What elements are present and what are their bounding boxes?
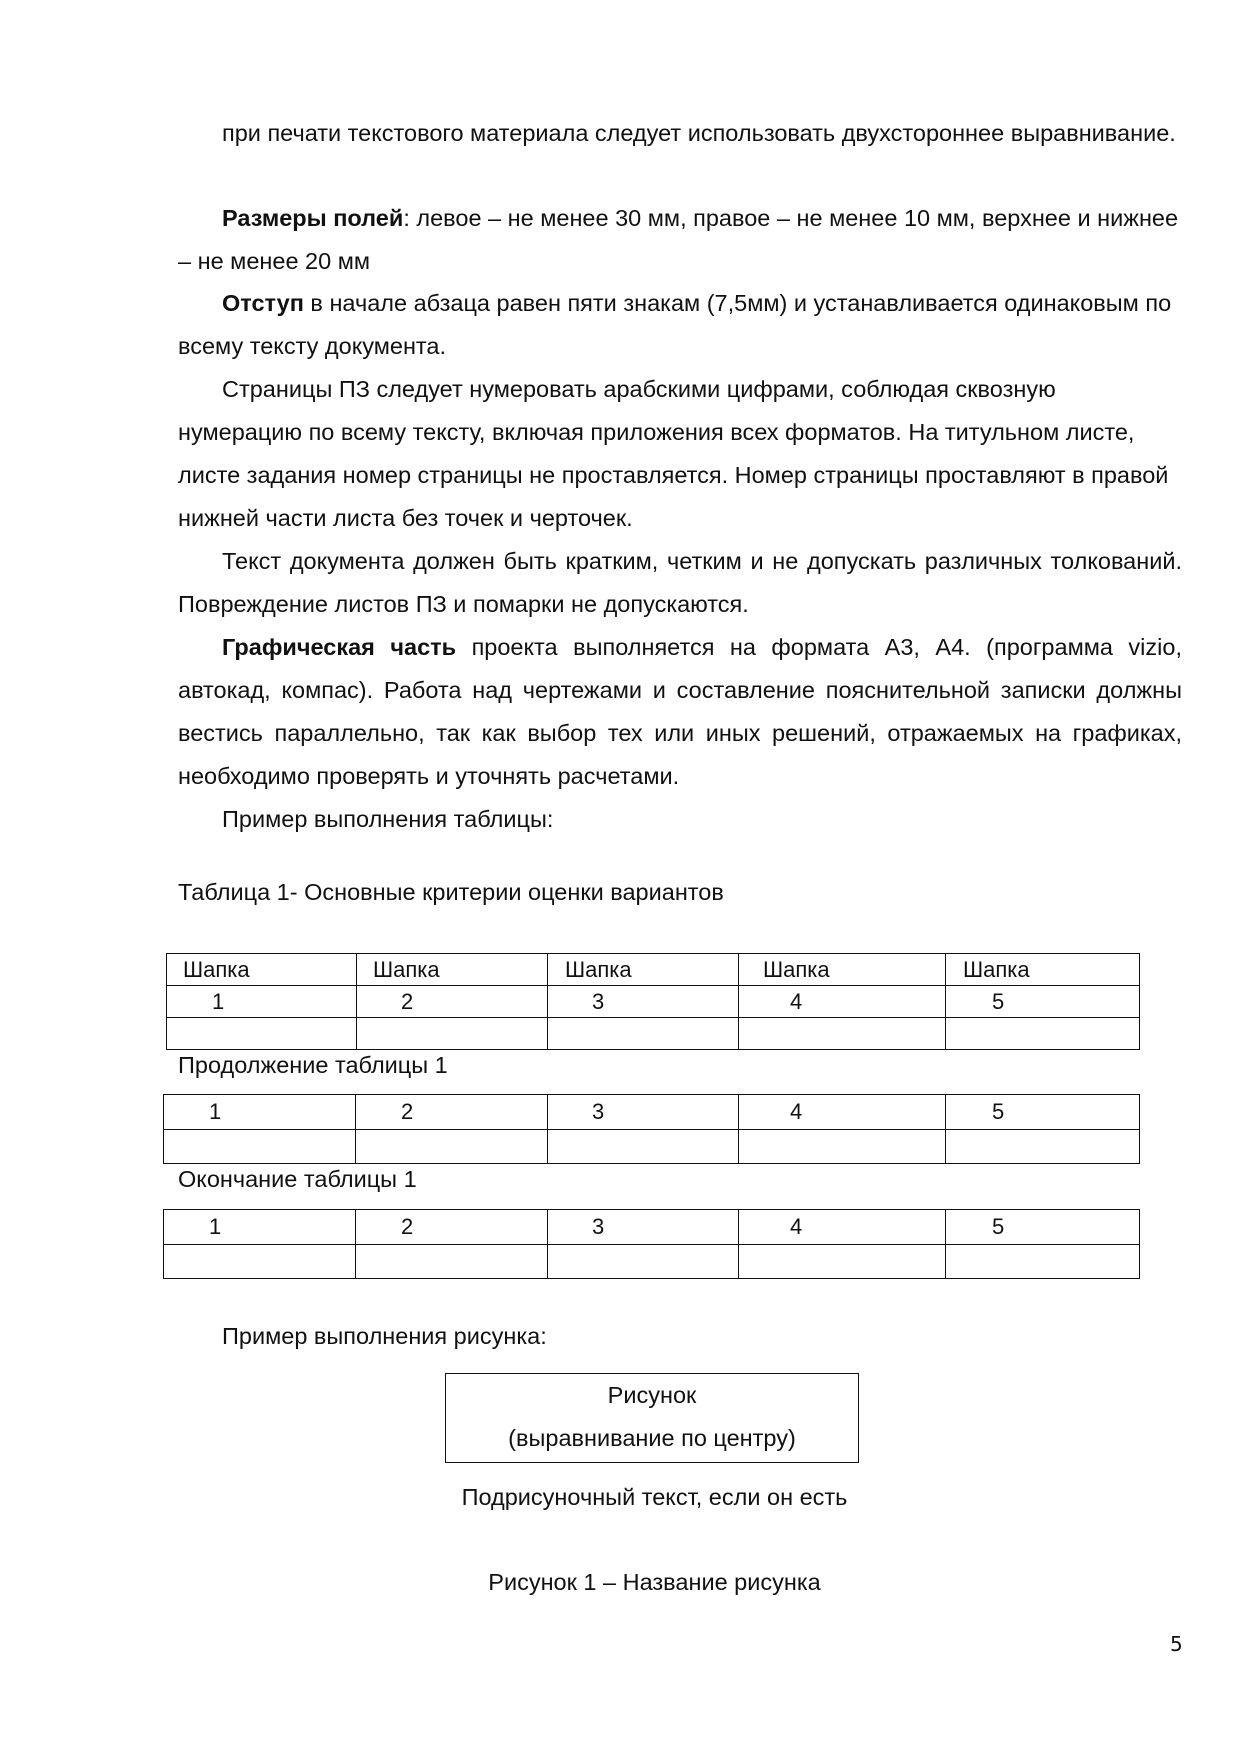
empty-cell <box>739 1018 946 1050</box>
table-main <box>166 953 1140 1050</box>
figure-intro: Пример выполнения рисунка: <box>222 1323 547 1349</box>
table-number-row <box>167 986 1140 1018</box>
number-cell: 2 <box>356 1210 548 1245</box>
header-cell: Шапка <box>357 954 548 986</box>
paragraph-text: Текст документа должен быть кратким, четким и не допускать различных толкований. Повреждение листов ПЗ и помарки не допускаются. <box>178 548 1182 617</box>
header-cell: Шапка <box>946 954 1140 986</box>
paragraph-text: при печати текстового материала следует использовать двухстороннее выравнивание. <box>222 120 1176 146</box>
figure-alignment-note: (выравнивание по центру) <box>508 1425 796 1451</box>
bold-term: Размеры полей <box>222 205 404 231</box>
empty-cell <box>356 1245 548 1279</box>
figure-placeholder-box <box>445 1373 859 1463</box>
paragraph-text: : левое – не менее 30 мм, правое – не менее 10 мм, верхнее и нижнее – не менее 20 мм <box>178 205 1179 274</box>
table-empty-row <box>164 1245 1140 1279</box>
table-header-row <box>167 954 1140 986</box>
figure-subtext: Подрисуночный текст, если он есть <box>461 1484 848 1510</box>
header-cell: Шапка <box>739 954 946 986</box>
paragraph-page-numbering <box>178 368 1182 540</box>
figure-label: Рисунок <box>607 1382 697 1408</box>
empty-cell <box>739 1245 946 1279</box>
number-cell: 1 <box>167 986 357 1018</box>
table-caption: Таблица 1- Основные критерии оценки вариантов <box>178 879 724 905</box>
paragraph-text: в начале абзаца равен пяти знакам (7,5мм) и устанавливается одинаковым по всему тексту документа. <box>178 290 1172 359</box>
number-cell: 3 <box>548 986 739 1018</box>
number-cell: 4 <box>739 1210 946 1245</box>
empty-cell <box>548 1130 739 1164</box>
table-number-row <box>164 1210 1140 1245</box>
number-cell: 2 <box>357 986 548 1018</box>
table-number-row <box>164 1095 1140 1130</box>
empty-cell <box>946 1130 1140 1164</box>
table-empty-row <box>167 1018 1140 1050</box>
number-cell: 5 <box>946 1095 1140 1130</box>
paragraph-margins <box>178 197 1182 283</box>
paragraph-text: Страницы ПЗ следует нумеровать арабскими цифрами, соблюдая сквозную нумерацию по всему тексту, включая приложения всех форматов. На титульном листе, листе задания номер страницы не проставляется. Номер страницы проставляют в правой нижней части листа без точек и черточек. <box>178 376 1169 531</box>
empty-cell <box>548 1018 739 1050</box>
number-cell: 3 <box>548 1210 739 1245</box>
number-cell: 5 <box>946 986 1140 1018</box>
paragraph-table-example <box>178 798 1182 841</box>
paragraph-graphics <box>178 626 1182 798</box>
empty-cell <box>548 1245 739 1279</box>
empty-cell <box>946 1245 1140 1279</box>
table-continuation <box>163 1094 1140 1164</box>
number-cell: 4 <box>739 986 946 1018</box>
page-number: 5 <box>1170 1632 1183 1656</box>
empty-cell <box>946 1018 1140 1050</box>
paragraph-text-requirements <box>178 540 1182 626</box>
table-continuation-caption: Продолжение таблицы 1 <box>178 1052 448 1078</box>
table-empty-row <box>164 1130 1140 1164</box>
header-cell: Шапка <box>167 954 357 986</box>
table-end-caption: Окончание таблицы 1 <box>178 1166 417 1192</box>
paragraph-indent <box>178 282 1182 368</box>
header-cell: Шапка <box>548 954 739 986</box>
number-cell: 2 <box>356 1095 548 1130</box>
number-cell: 4 <box>739 1095 946 1130</box>
empty-cell <box>357 1018 548 1050</box>
figure-caption: Рисунок 1 – Название рисунка <box>488 1569 821 1595</box>
table-end <box>163 1209 1140 1279</box>
paragraph-text: проекта выполняется на формата А3, А4. (программа vizio, автокад, компас). Работа над чертежами и составление пояснительной записки должны вестись параллельно, так как выбор тех или иных решений, отражаемых на графиках, необходимо проверять и уточнять расчетами. <box>178 634 1182 789</box>
bold-term: Отступ <box>222 290 304 316</box>
number-cell: 1 <box>164 1095 356 1130</box>
bold-term: Графическая часть <box>222 634 457 660</box>
number-cell: 1 <box>164 1210 356 1245</box>
paragraph-alignment <box>178 112 1182 155</box>
empty-cell <box>164 1130 356 1164</box>
empty-cell <box>739 1130 946 1164</box>
empty-cell <box>167 1018 357 1050</box>
empty-cell <box>164 1245 356 1279</box>
empty-cell <box>356 1130 548 1164</box>
number-cell: 5 <box>946 1210 1140 1245</box>
number-cell: 3 <box>548 1095 739 1130</box>
paragraph-text: Пример выполнения таблицы: <box>222 806 554 832</box>
